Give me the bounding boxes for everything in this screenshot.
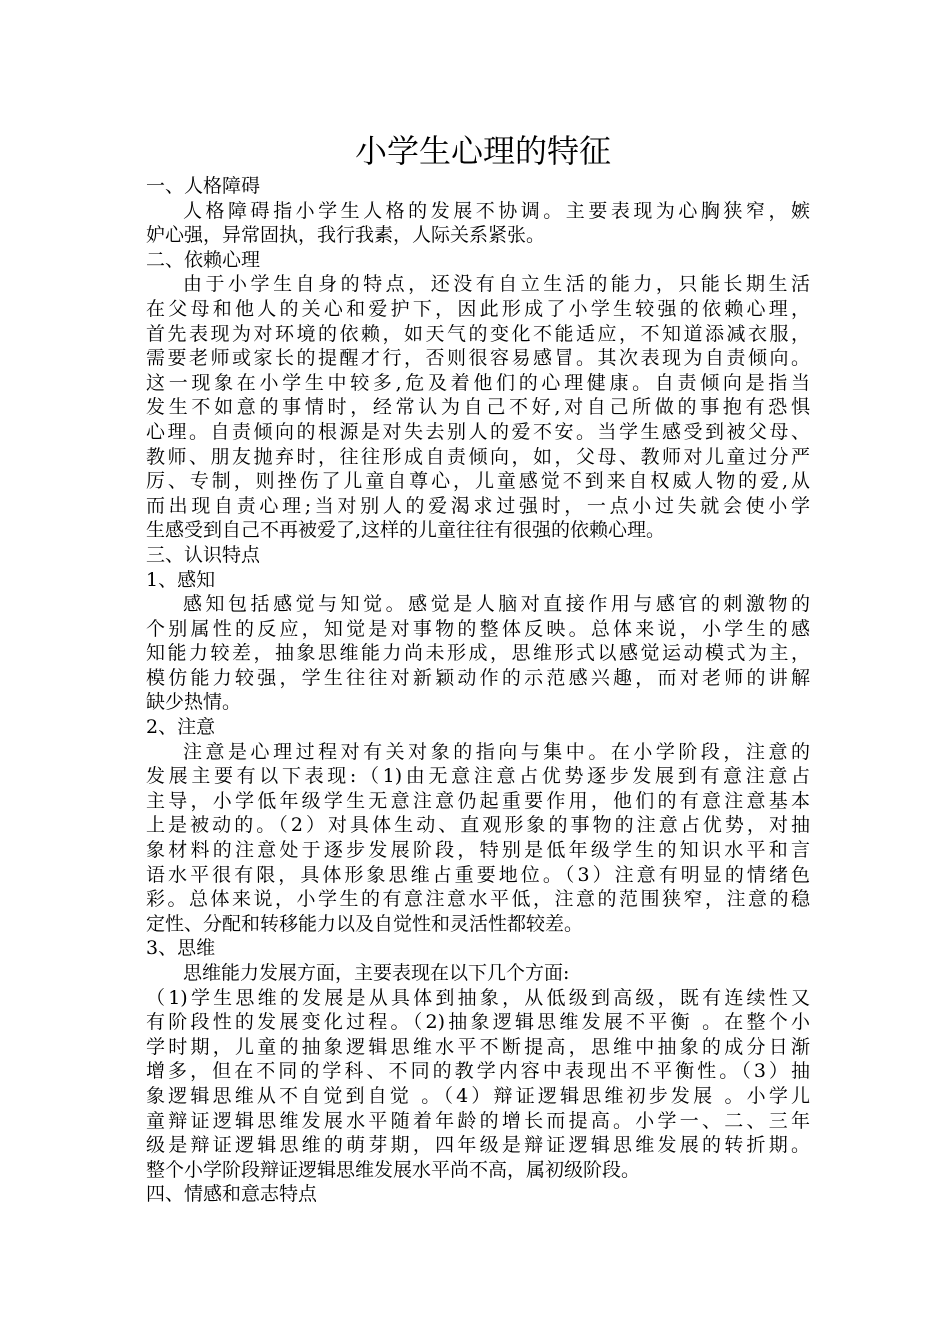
paragraph-line: 彩。总体来说，小学生的有意注意水平低，注意的范围狭窄，注意的稳 bbox=[146, 888, 810, 911]
paragraph-line: （1)学生思维的发展是从具体到抽象，从低级到高级，既有连续性又 bbox=[146, 986, 810, 1009]
paragraph-line: 象逻辑思维从不自觉到自觉 。（4）辩证逻辑思维初步发展 。小学儿 bbox=[146, 1084, 810, 1107]
paragraph-line: 思维能力发展方面，主要表现在以下几个方面: bbox=[183, 962, 570, 984]
paragraph-line: 而出现自责心理;当对别人的爱渴求过强时，一点小过失就会使小学 bbox=[146, 494, 810, 517]
section-heading: 二、依赖心理 bbox=[146, 248, 261, 271]
document-blocks bbox=[146, 174, 810, 1207]
document-body bbox=[146, 128, 810, 1207]
paragraph bbox=[146, 961, 810, 986]
paragraph bbox=[146, 986, 810, 1183]
section-heading: 2、注意 bbox=[146, 716, 216, 739]
paragraph-line: 学时期，儿童的抽象逻辑思维水平不断提高，思维中抽象的成分日渐 bbox=[146, 1035, 810, 1058]
section-heading: 3、思维 bbox=[146, 937, 216, 960]
paragraph-line: 上是被动的。（2）对具体生动、直观形象的事物的注意占优势，对抽 bbox=[146, 814, 810, 837]
paragraph-line: 由于小学生自身的特点，还没有自立生活的能力，只能长期生活 bbox=[183, 273, 810, 296]
paragraph-line: 感知包括感觉与知觉。感觉是人脑对直接作用与感官的刺激物的 bbox=[183, 593, 810, 616]
paragraph-line: 注意是心理过程对有关对象的指向与集中。在小学阶段，注意的 bbox=[183, 740, 810, 763]
paragraph-line: 这一现象在小学生中较多,危及着他们的心理健康。自责倾向是指当 bbox=[146, 371, 810, 394]
paragraph-line: 整个小学阶段辩证逻辑思维发展水平尚不高，属初级阶段。 bbox=[146, 1158, 641, 1181]
paragraph-line: 发生不如意的事情时，经常认为自己不好,对自己所做的事抱有恐惧 bbox=[146, 396, 810, 419]
paragraph-line: 级是辩证逻辑思维的萌芽期，四年级是辩证逻辑思维发展的转折期。 bbox=[146, 1134, 810, 1157]
paragraph-line: 厉、专制，则挫伤了儿童自尊心，儿童感觉不到来自权威人物的爱,从 bbox=[146, 470, 810, 493]
paragraph bbox=[146, 592, 810, 715]
paragraph-line: 需要老师或家长的提醒才行，否则很容易感冒。其次表现为自责倾向。 bbox=[146, 347, 810, 370]
section-heading: 1、感知 bbox=[146, 568, 216, 591]
paragraph-line: 在父母和他人的关心和爱护下，因此形成了小学生较强的依赖心理， bbox=[146, 297, 810, 320]
section-heading: 一、人格障碍 bbox=[146, 175, 261, 197]
paragraph-line: 缺少热情。 bbox=[146, 691, 242, 714]
paragraph-line: 发展主要有以下表现:（1)由无意注意占优势逐步发展到有意注意占 bbox=[146, 765, 810, 788]
paragraph bbox=[146, 199, 810, 248]
paragraph-line: 增多，但在不同的学科、不同的教学内容中表现出不平衡性。（3）抽 bbox=[146, 1060, 810, 1083]
paragraph bbox=[146, 272, 810, 543]
paragraph-line: 个别属性的反应，知觉是对事物的整体反映。总体来说，小学生的感 bbox=[146, 617, 810, 640]
section-heading: 三、认识特点 bbox=[146, 543, 261, 566]
paragraph-line: 象材料的注意处于逐步发展阶段，特别是低年级学生的知识水平和言 bbox=[146, 839, 810, 862]
paragraph-line: 妒心强，异常固执，我行我素，人际关系紧张。 bbox=[146, 224, 546, 247]
paragraph-line: 首先表现为对环境的依赖，如天气的变化不能适应，不知道添减衣服， bbox=[146, 322, 810, 345]
paragraph-line: 教师、朋友抛弃时，往往形成自责倾向，如，父母、教师对儿童过分严 bbox=[146, 445, 810, 468]
paragraph-line: 主导，小学低年级学生无意注意仍起重要作用，他们的有意注意基本 bbox=[146, 789, 810, 812]
section-heading: 四、情感和意志特点 bbox=[146, 1183, 318, 1206]
document-title: 小学生心理的特征 bbox=[354, 132, 611, 170]
paragraph-line: 童辩证逻辑思维发展水平随着年龄的增长而提高。小学一、二、三年 bbox=[146, 1109, 810, 1132]
paragraph bbox=[146, 740, 810, 937]
paragraph-line: 人格障碍指小学生人格的发展不协调。主要表现为心胸狭窄，嫉 bbox=[183, 199, 810, 222]
paragraph-line: 知能力较差，抽象思维能力尚未形成，思维形式以感觉运动模式为主， bbox=[146, 642, 810, 665]
paragraph-line: 语水平很有限，具体形象思维占重要地位。（3）注意有明显的情绪色 bbox=[146, 863, 810, 886]
paragraph-line: 心理。自责倾向的根源是对失去别人的爱不安。当学生感受到被父母、 bbox=[146, 420, 810, 443]
paragraph-line: 有阶段性的发展变化过程。（2)抽象逻辑思维发展不平衡 。在整个小 bbox=[146, 1011, 810, 1034]
paragraph-line: 定性、分配和转移能力以及自觉性和灵活性都较差。 bbox=[146, 912, 584, 935]
paragraph-line: 模仿能力较强，学生往往对新颖动作的示范感兴趣，而对老师的讲解 bbox=[146, 666, 810, 689]
paragraph-line: 生感受到自己不再被爱了,这样的儿童往往有很强的依赖心理。 bbox=[146, 519, 666, 542]
